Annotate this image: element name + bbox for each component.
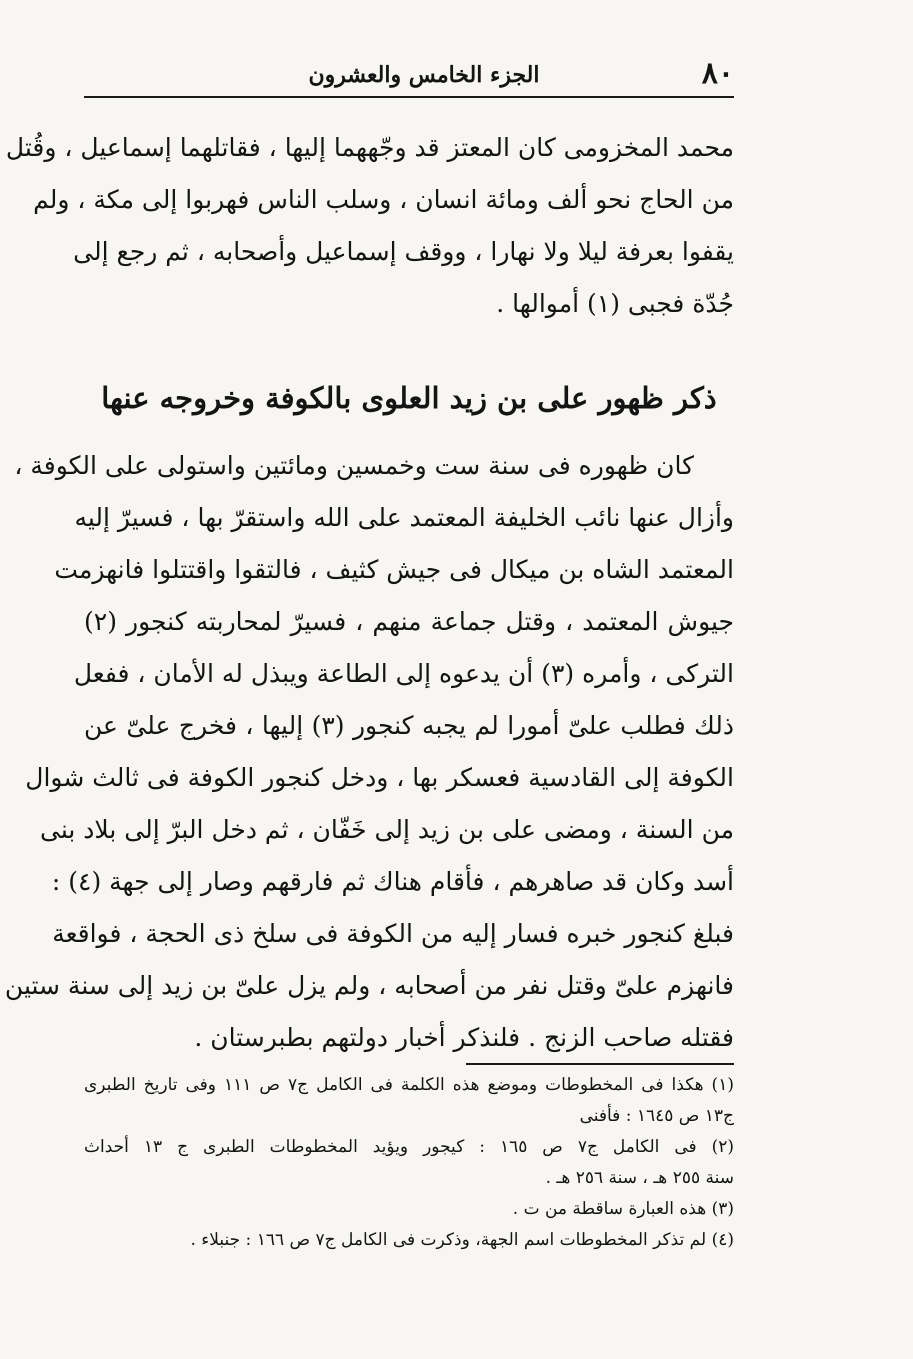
footnote-line: ج١٣ ص ١٦٤٥ : فأفنى (579, 1106, 734, 1126)
section-heading: ذكر ظهور على بن زيد العلوى بالكوفة وخروجه عنها (101, 381, 717, 415)
footnote-line: (٣) هذه العبارة ساقطة من ت . (512, 1199, 734, 1219)
text-line: من الحاج نحو ألف ومائة انسان ، وسلب الناس فهربوا إلى مكة ، ولم (33, 185, 734, 214)
section-body (4, 440, 734, 1064)
page-header (84, 52, 734, 98)
text-line: كان ظهوره فى سنة ست وخمسين ومائتين واستولى على الكوفة ، (14, 451, 694, 480)
text-line: محمد المخزومى كان المعتز قد وجّههما إليها ، فقاتلهما إسماعيل ، وقُتل (5, 133, 734, 162)
text-line: فانهزم علىّ وقتل نفر من أصحابه ، ولم يزل علىّ بن زيد إلى سنة ستين (4, 971, 734, 1000)
text-line: أسد وكان قد صاهرهم ، فأقام هناك ثم فارقهم وصار إلى جهة (٤) : (51, 867, 734, 896)
text-line: وأزال عنها نائب الخليفة المعتمد على الله واستقرّ بها ، فسيرّ إليه (74, 503, 734, 532)
text-line: جيوش المعتمد ، وقتل جماعة منهم ، فسيرّ لمحاربته كنجور (٢) (84, 607, 734, 636)
page-number: ٨٠ (701, 56, 734, 91)
footnote-line: (١) هكذا فى المخطوطات وموضع هذه الكلمة فى الكامل ج٧ ص ١١١ وفى تاريخ الطبرى (84, 1075, 734, 1095)
text-line: من السنة ، ومضى على بن زيد إلى خَفّان ، ثم دخل البرّ إلى بلاد بنى (40, 815, 734, 844)
footnote-line: (٢) فى الكامل ج٧ ص ١٦٥ : كيجور ويؤيد المخطوطات الطبرى ج ١٣ أحداث (84, 1137, 734, 1157)
text-line: المعتمد الشاه بن ميكال فى جيش كثيف ، فالتقوا واقتتلوا فانهزمت (54, 555, 734, 584)
text-line: ذلك فطلب علىّ أمورا لم يجبه كنجور (٣) إليها ، فخرج علىّ عن (84, 711, 734, 740)
text-line: فقتله صاحب الزنج . فلنذكر أخبار دولتهم بطبرستان . (194, 1023, 734, 1052)
footnote-line: (٤) لم تذكر المخطوطات اسم الجهة، وذكرت فى الكامل ج٧ ص ١٦٦ : جنبلاء . (190, 1230, 734, 1250)
footnote-line: سنة ٢٥٥ هـ ، سنة ٢٥٦ هـ . (545, 1168, 734, 1188)
intro-paragraph (5, 122, 734, 330)
text-line: جُدّة فجبى (١) أموالها . (496, 289, 734, 318)
text-line: فبلغ كنجور خبره فسار إليه من الكوفة فى سلخ ذى الحجة ، فواقعة (52, 919, 734, 948)
footnotes (84, 1070, 734, 1256)
footnote-separator (466, 1063, 734, 1065)
text-line: التركى ، وأمره (٣) أن يدعوه إلى الطاعة ويبذل له الأمان ، ففعل (73, 659, 734, 688)
text-line: الكوفة إلى القادسية فعسكر بها ، ودخل كنجور الكوفة فى ثالث شوال (25, 763, 734, 792)
text-line: يقفوا بعرفة ليلا ولا نهارا ، ووقف إسماعيل وأصحابه ، ثم رجع إلى (73, 237, 734, 266)
running-title: الجزء الخامس والعشرون (308, 62, 540, 88)
